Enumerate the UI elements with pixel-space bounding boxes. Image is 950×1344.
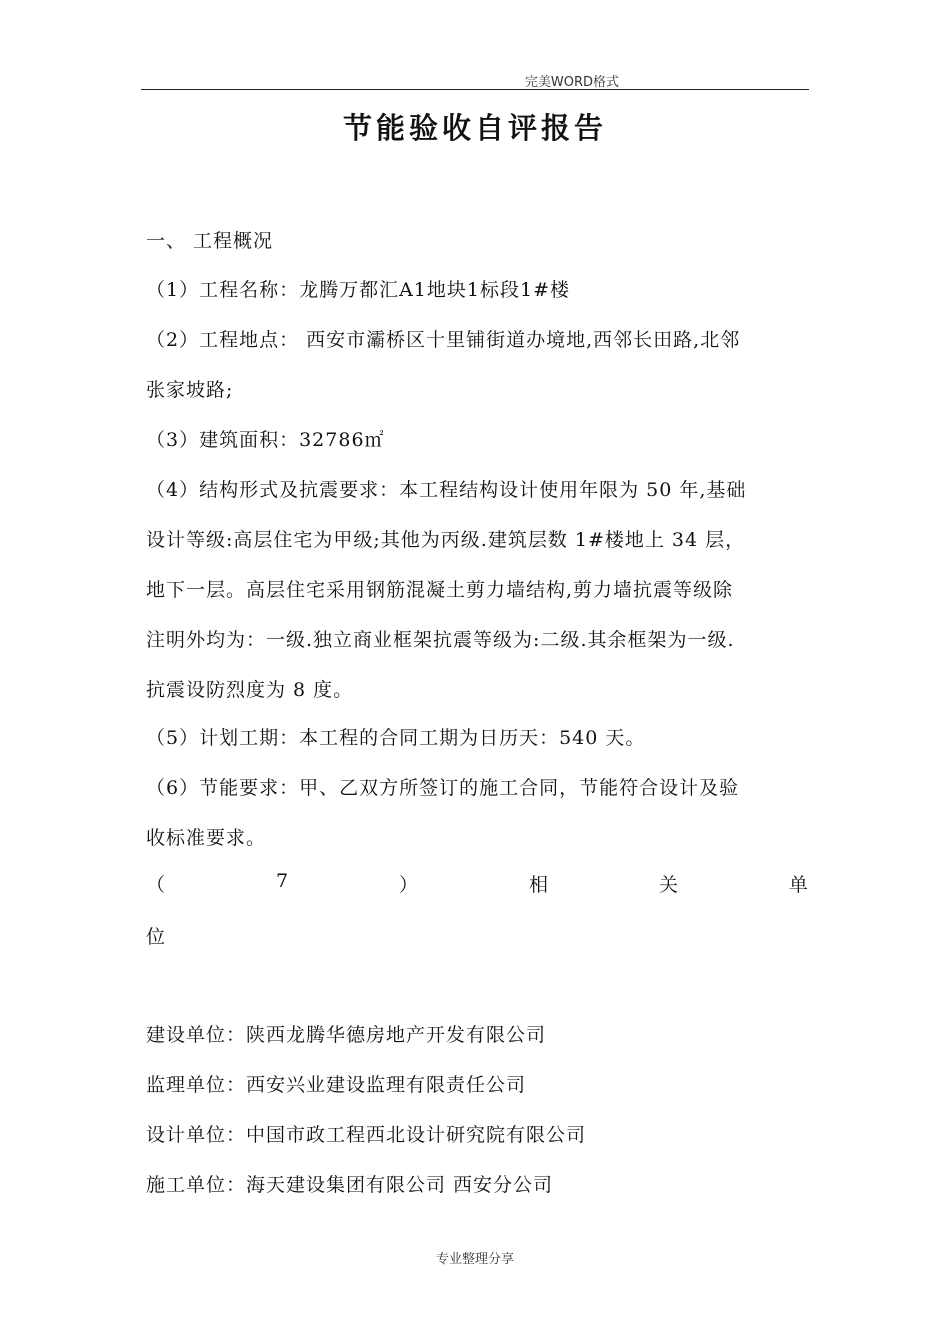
related-units-heading: [146, 870, 808, 897]
heading-token: 7: [275, 870, 289, 892]
supervise-unit-line: 监理单位：西安兴业建设监理有限责任公司: [146, 1074, 527, 1096]
project-location-cont: 张家坡路;: [146, 379, 234, 401]
heading-token: 关: [658, 874, 678, 896]
energy-req-line-1: （6）节能要求：甲、乙双方所签订的施工合同，节能符合设计及验: [146, 777, 740, 799]
schedule-line: （5）计划工期：本工程的合同工期为日历天：540 天。: [146, 727, 646, 749]
document-title: 节能验收自评报告: [342, 111, 607, 145]
building-area-line: （3）建筑面积：32786㎡: [146, 429, 385, 451]
energy-req-line-2: 收标准要求。: [146, 827, 267, 849]
structure-line-4: 注明外均为：一级.独立商业框架抗震等级为:二级.其余框架为一级.: [146, 629, 735, 651]
page-footer: 专业整理分享: [435, 1252, 514, 1267]
heading-token: ）: [399, 874, 419, 896]
design-unit-line: 设计单位：中国市政工程西北设计研究院有限公司: [146, 1124, 587, 1146]
construct-unit-line: 施工单位：海天建设集团有限公司 西安分公司: [146, 1174, 554, 1196]
structure-line-2: 设计等级:高层住宅为甲级;其他为丙级.建筑层数 1#楼地上 34 层，: [146, 529, 746, 551]
related-units-heading-cont: 位: [146, 926, 167, 948]
page-header: [141, 70, 809, 90]
heading-token: （: [146, 874, 166, 896]
section-heading: 一、 工程概况: [146, 230, 274, 252]
heading-token: 单: [788, 874, 808, 896]
project-name-line: （1）工程名称：龙腾万都汇A1地块1标段1#楼: [146, 279, 570, 301]
structure-line-3: 地下一层。高层住宅采用钢筋混凝土剪力墙结构,剪力墙抗震等级除: [146, 579, 734, 601]
header-text: 完美WORD格式: [524, 75, 619, 90]
heading-token: 相: [528, 874, 548, 896]
structure-line-5: 抗震设防烈度为 8 度。: [146, 679, 354, 701]
project-location-line: （2）工程地点： 西安市灞桥区十里铺街道办境地,西邻长田路,北邻: [146, 329, 741, 351]
structure-line-1: （4）结构形式及抗震要求：本工程结构设计使用年限为 50 年,基础: [146, 479, 747, 501]
build-unit-line: 建设单位：陕西龙腾华德房地产开发有限公司: [146, 1024, 547, 1046]
